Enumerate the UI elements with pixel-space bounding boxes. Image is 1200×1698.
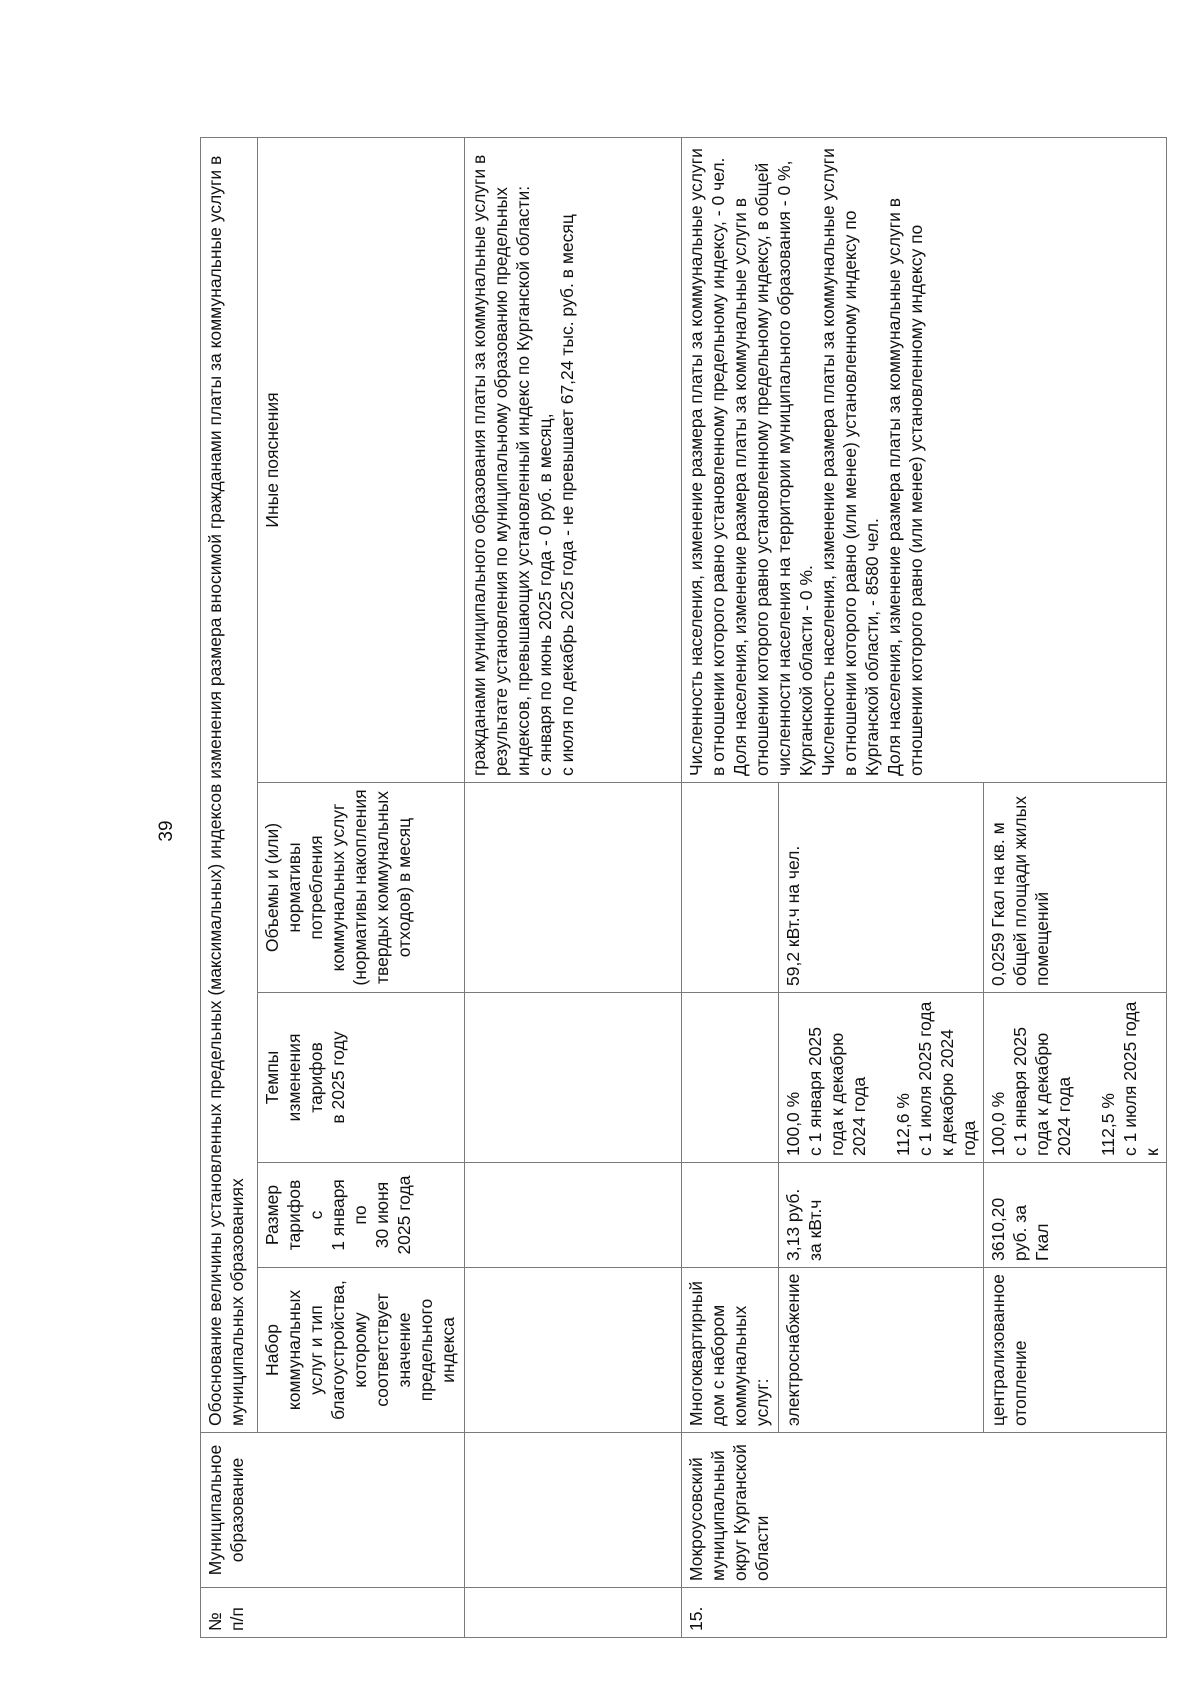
header-row-2 (258, 138, 465, 1638)
rate-text: 112,6 % с 1 июля 2025 года к декабрю 2024 года (893, 1001, 979, 1156)
row-number: 15. (682, 1588, 1167, 1638)
services-header: Многоквартирный дом с набором коммунальных услуг: (682, 1268, 779, 1433)
table-row-continuation (465, 138, 682, 1638)
rate-text: 100,0 % с 1 января 2025 года к декабрю 2024 года (988, 1027, 1074, 1156)
service-volume: 59,2 кВт.ч на чел. (779, 783, 984, 993)
cell-empty (682, 1163, 779, 1268)
note-text: Доля населения, изменение размера платы за коммунальные услуги в отношении которого равно установленному предельному индексу, в общей численности населения на территории муниципального образования - 0 %, Курганской области - 0 %. (730, 160, 816, 776)
tariff-index-table (200, 137, 1167, 1638)
header-volumes: Объемы и (или) нормативы потребления коммунальных услуг (нормативы накопления твердых коммунальных отходов) в месяц (258, 783, 465, 993)
service-name: электроснабжение (779, 1268, 984, 1433)
header-notes: Иные пояснения (258, 138, 465, 783)
service-tariff: 3,13 руб. за кВт.ч (779, 1163, 984, 1268)
service-rates (779, 993, 984, 1163)
header-services-set: Набор коммунальных услуг и тип благоустройства, которому соответствует значение предельного индекса (258, 1268, 465, 1433)
header-tariff-size: Размер тарифов с 1 января по 30 июня 2025 года (258, 1163, 465, 1268)
cell-empty (465, 1588, 682, 1638)
header-row-1 (201, 138, 258, 1638)
cell-empty (465, 1268, 682, 1433)
header-municipality: Муниципальное образование (201, 1433, 465, 1588)
cell-empty (682, 993, 779, 1163)
service-rates (984, 993, 1167, 1163)
cell-empty (465, 1163, 682, 1268)
rate-text: 112,5 % с 1 июля 2025 года к (1098, 1001, 1162, 1156)
cell-empty (465, 783, 682, 993)
header-group-title: Обоснование величины установленных предельных (максимальных) индексов изменения размера вносимой гражданами платы за коммунальные услуги в муниципальных образованиях (201, 138, 258, 1433)
row-municipality: Мокроусовский муниципальный округ Курганской области (682, 1433, 1167, 1588)
service-volume: 0,0259 Гкал на кв. м общей площади жилых помещений (984, 783, 1167, 993)
note-text: Численность населения, изменение размера платы за коммунальные услуги в отношении которого равно (или менее) установленному индексу по Курганской области, - 8580 чел. (818, 148, 882, 776)
row-notes (682, 138, 1167, 783)
cell-empty (465, 993, 682, 1163)
note-text: Численность населения, изменение размера платы за коммунальные услуги в отношении которого равно установленному предельному индексу, - 0 чел. (686, 148, 728, 776)
cell-empty (682, 783, 779, 993)
service-name: централизованное отопление (984, 1268, 1167, 1433)
continuation-notes: гражданами муниципального образования платы за коммунальные услуги в результате установления по муниципальному образованию предельных индексов, превышающих установленный индекс по Курганской области: с января по июнь 2025 года - 0 руб. в месяц, с июля по декабрь 2025 года - не превышает 67,24 тыс. руб. в месяц (465, 138, 682, 783)
table-row-15 (682, 138, 779, 1638)
service-tariff: 3610,20 руб. за Гкал (984, 1163, 1167, 1268)
page-number: 39 (156, 820, 177, 842)
note-text: Доля населения, изменение размера платы за коммунальные услуги в отношении которого равно (или менее) установленному индексу по (884, 197, 926, 776)
cell-empty (465, 1433, 682, 1588)
rate-text: 100,0 % с 1 января 2025 года к декабрю 2024 года (783, 1027, 869, 1156)
header-tariff-rates: Темпы изменения тарифов в 2025 году (258, 993, 465, 1163)
header-num: № п/п (201, 1588, 465, 1638)
